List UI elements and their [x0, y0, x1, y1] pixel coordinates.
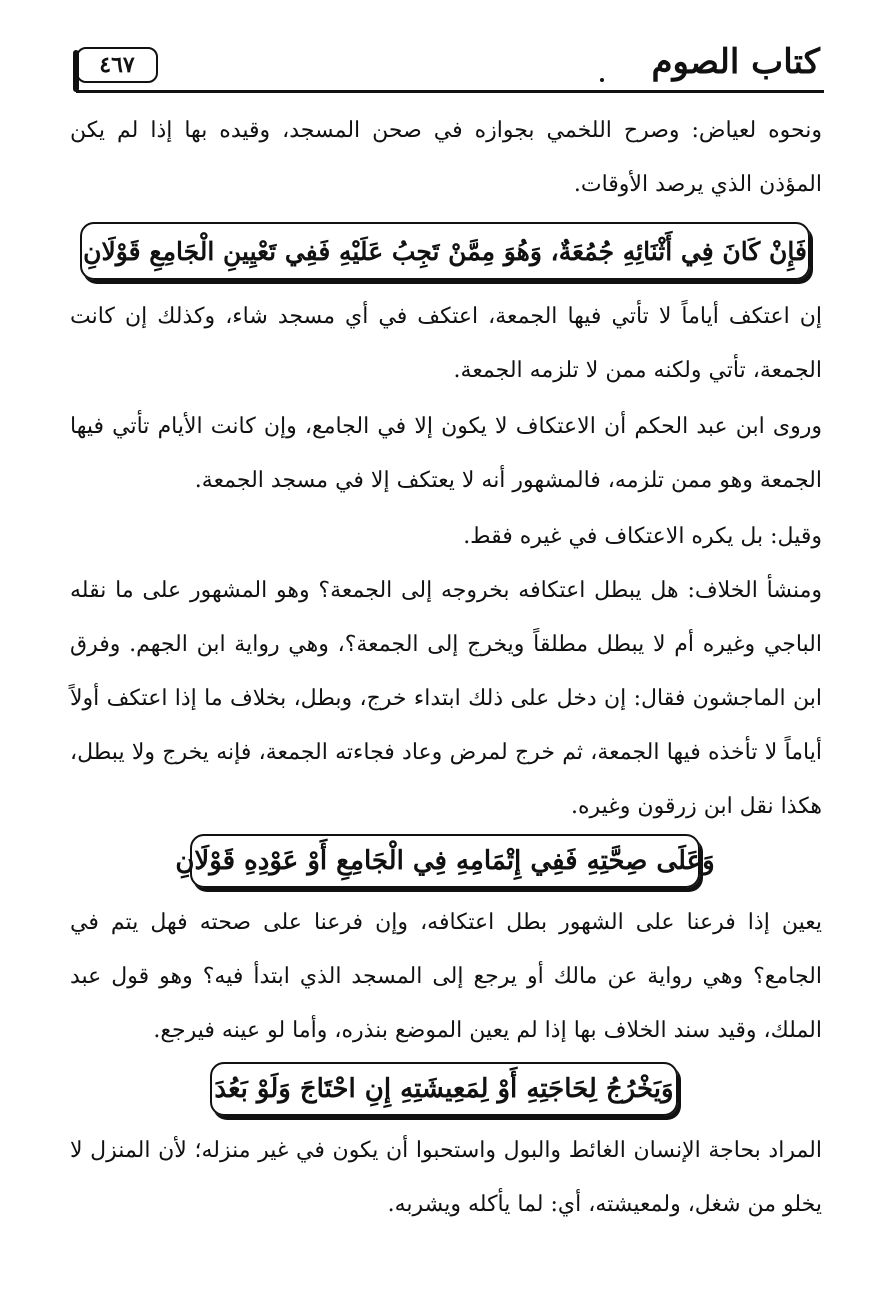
- paragraph-1-block: [70, 104, 822, 212]
- paragraph-1: ونحوه لعياض: وصرح اللخمي بجوازه في صحن المسجد، وقيده بها إذا لم يكن المؤذن الذي يرصد الأوقات.: [70, 118, 822, 197]
- page-header: [0, 0, 886, 110]
- paragraph-6: يعين إذا فرعنا على الشهور بطل اعتكافه، وإن فرعنا على صحته فهل يتم في الجامع؟ وهي رواية عن مالك أو يرجع إلى المسجد الذي ابتدأ فيه؟ وهو قول عبد الملك، وقيد سند الخلاف بها إذا لم يعين الموضع بنذره، وأما لو عينه فيرجع.: [70, 910, 823, 1043]
- paragraph-5-block: [70, 564, 822, 834]
- paragraph-4: وقيل: بل يكره الاعتكاف في غيره فقط.: [463, 524, 822, 549]
- chapter-title: كتاب الصوم: [651, 42, 820, 82]
- header-dot: [600, 78, 604, 82]
- paragraph-7-block: [70, 1124, 822, 1232]
- paragraph-3: وروى ابن عبد الحكم أن الاعتكاف لا يكون إلا في الجامع، وإن كانت الأيام تأتي فيها الجمعة وهو ممن تلزمه، فالمشهور أنه لا يعتكف إلا في مسجد الجمعة.: [70, 414, 822, 493]
- paragraph-6-block: [70, 896, 822, 1058]
- paragraph-2: إن اعتكف أياماً لا تأتي فيها الجمعة، اعتكف في أي مسجد شاء، وكذلك إن كانت الجمعة، تأتي ولكنه ممن لا تلزمه الجمعة.: [70, 304, 822, 383]
- paragraph-3-block: [70, 400, 822, 508]
- paragraph-5: ومنشأ الخلاف: هل يبطل اعتكافه بخروجه إلى الجمعة؟ وهو المشهور على ما نقله الباجي وغيره أم لا يبطل مطلقاً ويخرج إلى الجمعة؟، وهي رواية ابن الجهم. وفرق ابن الماجشون فقال: إن دخل على ذلك ابتداء خرج، وبطل، بخلاف ما إذا اعتكف أولاً أياماً لا تأخذه فيها الجمعة، ثم خرج لمرض وعاد فجاءته الجمعة، فإنه يخرج ولا يبطل، هكذا نقل ابن زرقون وغيره.: [70, 578, 822, 819]
- verse-box-1: فَإِنْ كَانَ فِي أَثْنَائِهِ جُمُعَةٌ، وَهُوَ مِمَّنْ تَجِبُ عَلَيْهِ فَفِي تَعْيِينِ الْجَامِعِ قَوْلَانِ: [80, 222, 810, 280]
- paragraph-7: المراد بحاجة الإنسان الغائط والبول واستحبوا أن يكون في غير منزله؛ لأن المنزل لا يخلو من شغل، ولمعيشته، أي: لما يأكله ويشربه.: [70, 1138, 822, 1217]
- paragraph-4-block: [70, 510, 822, 564]
- page-number: ٤٦٧: [76, 47, 158, 83]
- header-rule: [76, 90, 824, 93]
- verse-box-3: وَيَخْرُجُ لِحَاجَتِهِ أَوْ لِمَعِيشَتِهِ إِنِ احْتَاجَ وَلَوْ بَعُدَ: [210, 1062, 678, 1116]
- verse-box-2: وَعَلَى صِحَّتِهِ فَفِي إِتْمَامِهِ فِي الْجَامِعِ أَوْ عَوْدِهِ قَوْلَانِ: [190, 834, 700, 888]
- paragraph-2-block: [70, 290, 822, 398]
